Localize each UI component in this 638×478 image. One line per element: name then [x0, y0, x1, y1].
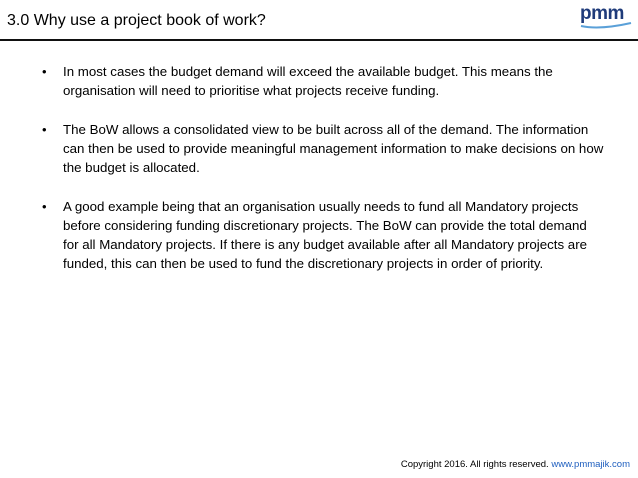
bullet-item [36, 120, 606, 177]
logo-swoosh-icon [580, 21, 632, 30]
slide-header [0, 0, 638, 42]
pmm-logo [580, 4, 632, 30]
footer-copyright [401, 459, 630, 471]
bullet-icon: • [42, 199, 47, 214]
copyright-text: Copyright 2016. All rights reserved. [400, 459, 552, 470]
bullet-text: The BoW allows a consolidated view to be built across all of the demand. The information can then be used to provide meaningful management information to make decisions on how the budget is allocated. [63, 122, 604, 175]
bullet-text: In most cases the budget demand will exceed the available budget. This means the organisation will need to prioritise what projects receive funding. [63, 64, 553, 98]
bullet-icon: • [42, 64, 47, 79]
bullet-item [36, 62, 606, 100]
header-divider [0, 39, 638, 41]
slide-title: 3.0 Why use a project book of work? [7, 12, 266, 29]
bullet-icon: • [42, 122, 47, 137]
bullet-item [36, 197, 606, 273]
website-link[interactable]: www.pmmajik.com [551, 459, 630, 470]
bullet-list [36, 62, 606, 273]
bullet-text: A good example being that an organisation usually needs to fund all Mandatory projects before considering funding discretionary projects. The BoW can provide the total demand for all Mandatory projects. If there is any budget available after all Mandatory projects are funded, this can then be used to fund the discretionary projects in order of priority. [63, 199, 588, 271]
slide-body [36, 62, 606, 293]
logo-text: pmm [580, 3, 624, 24]
